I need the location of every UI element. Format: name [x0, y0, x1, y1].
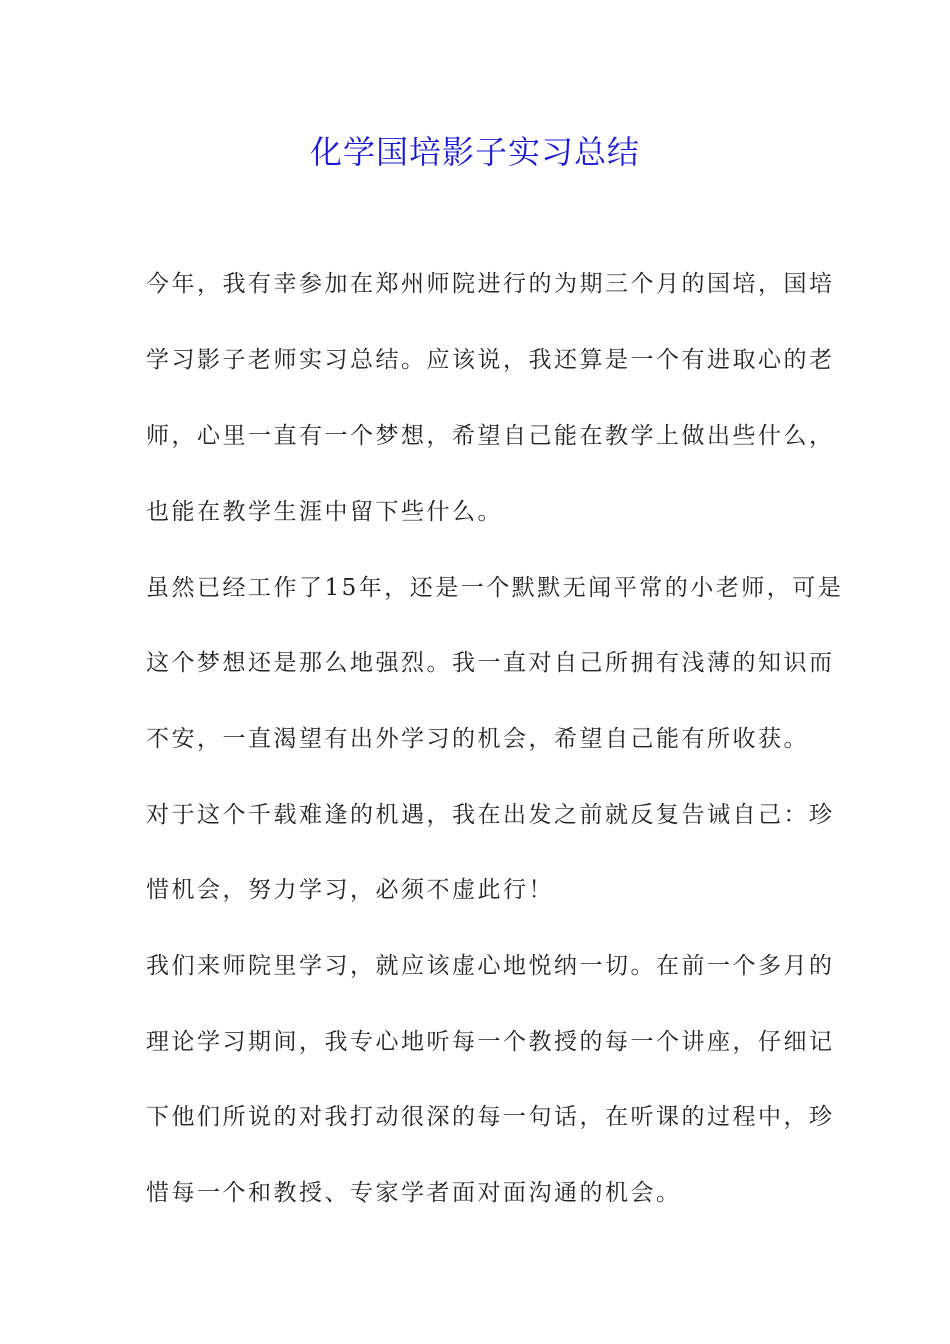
- paragraph-4-line-4: 惜每一个和教授、专家学者面对面沟通的机会。: [146, 1180, 682, 1206]
- paragraph-4-line-2: 理论学习期间，我专心地听每一个教授的每一个讲座，仔细记: [146, 1029, 835, 1055]
- paragraph-2-line-3: 不安，一直渴望有出外学习的机会，希望自己能有所收获。: [146, 726, 809, 752]
- paragraph-4-line-3: 下他们所说的对我打动很深的每一句话，在听课的过程中，珍: [146, 1104, 835, 1130]
- paragraph-2-line-1: 虽然已经工作了15年，还是一个默默无闻平常的小老师，可是: [146, 575, 844, 601]
- paragraph-1-line-4: 也能在教学生涯中留下些什么。: [146, 499, 503, 525]
- paragraph-1-line-3: 师，心里一直有一个梦想，希望自己能在教学上做出些什么，: [146, 423, 835, 449]
- paragraph-4-line-1: 我们来师院里学习，就应该虚心地悦纳一切。在前一个多月的: [146, 953, 835, 979]
- paragraph-3-line-2: 惜机会，努力学习，必须不虚此行！: [146, 877, 554, 903]
- paragraph-2-line-2: 这个梦想还是那么地强烈。我一直对自己所拥有浅薄的知识而: [146, 650, 835, 676]
- paragraph-1-line-2: 学习影子老师实习总结。应该说，我还算是一个有进取心的老: [146, 347, 835, 373]
- paragraph-1-line-1: 今年，我有幸参加在郑州师院进行的为期三个月的国培，国培: [146, 271, 835, 297]
- document-title: 化学国培影子实习总结: [309, 133, 640, 171]
- paragraph-3-line-1: 对于这个千载难逢的机遇，我在出发之前就反复告诫自己：珍: [146, 802, 835, 828]
